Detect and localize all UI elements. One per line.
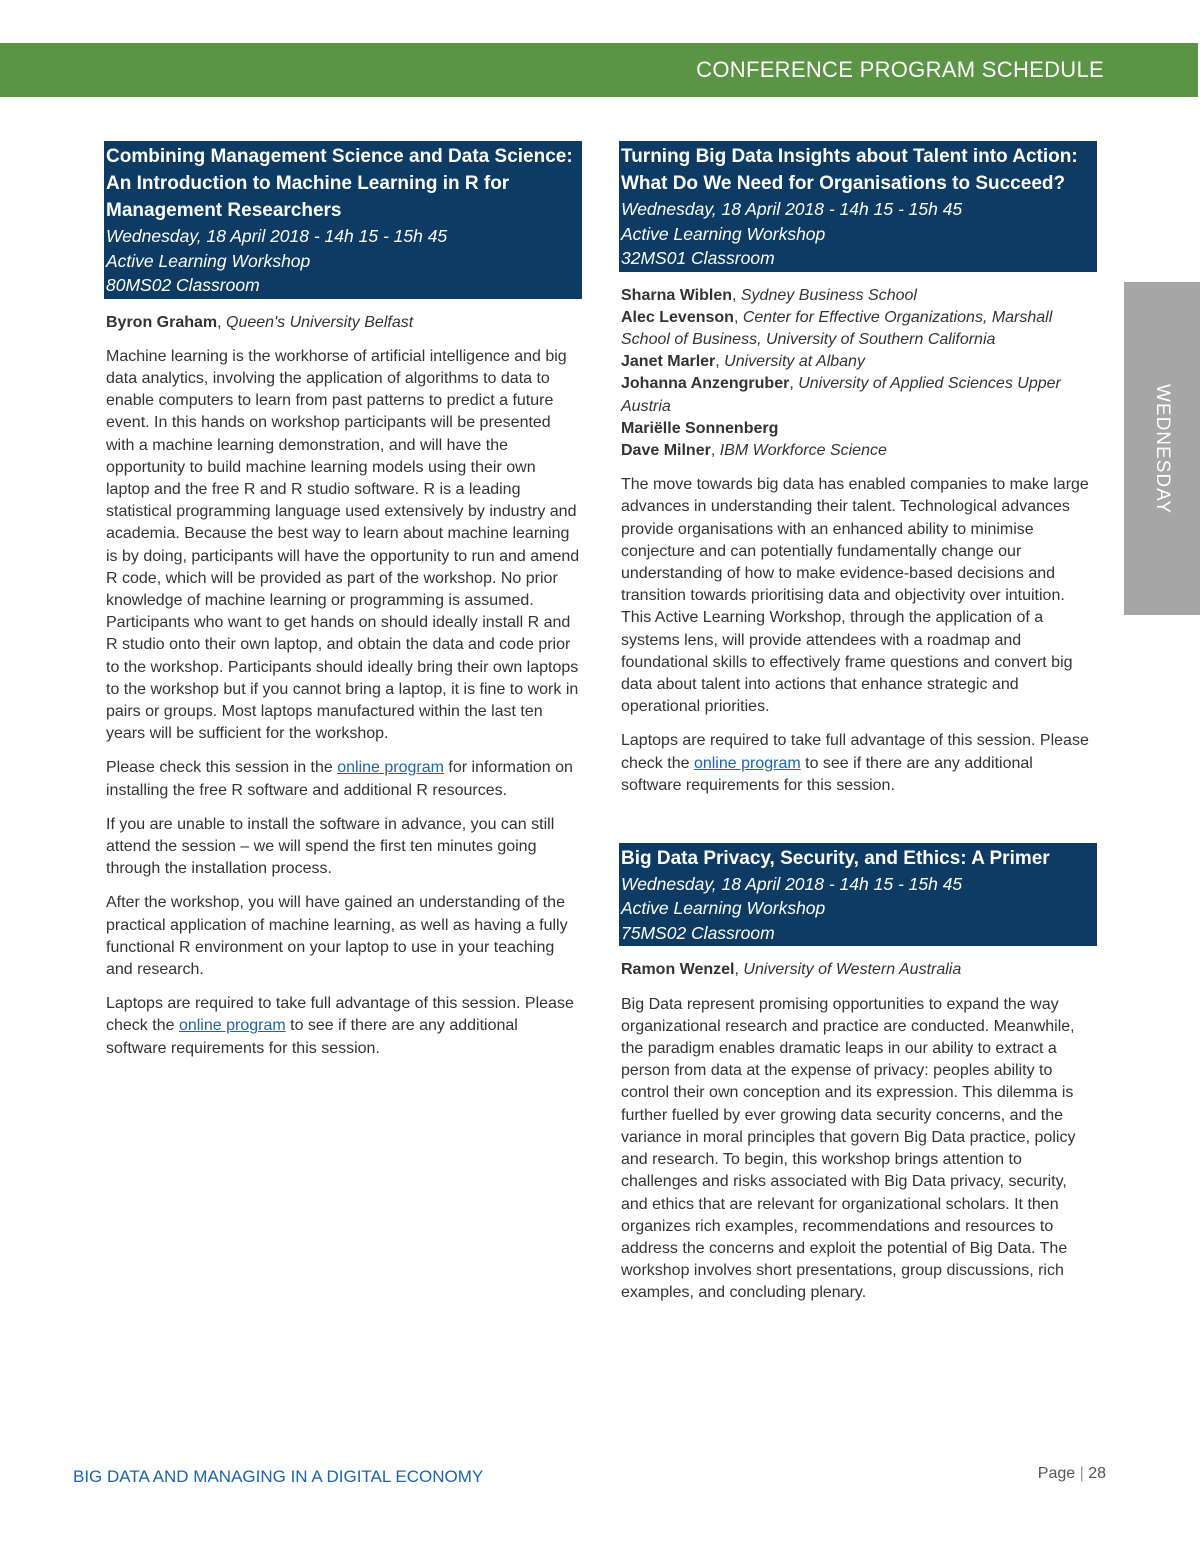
session-datetime: Wednesday, 18 April 2018 - 14h 15 - 15h 45 [106, 226, 448, 246]
speaker-entry [106, 312, 582, 334]
speaker-list [619, 285, 1097, 463]
day-side-tab-label: WEDNESDAY [1152, 383, 1173, 514]
speaker-entry [621, 959, 1097, 981]
online-program-link[interactable]: online program [178, 1017, 286, 1035]
laptop-note [104, 993, 582, 1060]
speaker-affiliation: University of Western Australia [743, 961, 962, 979]
page-separator: | [1079, 1465, 1084, 1482]
header-bar [0, 43, 1198, 97]
speaker-name: Sharna Wiblen [621, 286, 732, 304]
online-program-note [104, 757, 582, 801]
speaker-name: Byron Graham [106, 313, 218, 331]
speaker-name: Alec Levenson [621, 308, 734, 326]
session-header [104, 141, 582, 299]
session-type: Active Learning Workshop [621, 223, 826, 244]
speaker-separator: , [789, 375, 799, 393]
after-workshop-note: After the workshop, you will have gained an understanding of the practical application of machine learning, as well as having a fully functional R environment on your laptop to use in your teaching and research. [106, 894, 568, 978]
session-card-talent-insights [619, 141, 1097, 797]
note-text-before: Laptops are required to take full advantage of this session. Please check the [106, 995, 574, 1035]
page-label: Page [1037, 1465, 1076, 1482]
session-title: Combining Management Science and Data Science: An Introduction to Machine Learning in R for Management Researchers [106, 146, 573, 221]
speaker-separator: , [731, 286, 741, 304]
day-side-tab [1124, 282, 1200, 615]
speaker-name: Dave Milner [621, 441, 711, 459]
session-type: Active Learning Workshop [106, 250, 311, 271]
speaker-list [104, 312, 582, 334]
session-title: Turning Big Data Insights about Talent into Action: What Do We Need for Organisations to Succeed? [621, 146, 1078, 194]
speaker-affiliation: University of Applied Sciences Upper Austria [621, 375, 1061, 415]
speaker-entry [621, 418, 1097, 440]
laptop-note [619, 730, 1097, 797]
speaker-entry [621, 285, 1097, 307]
speaker-entry [621, 440, 1097, 462]
session-datetime: Wednesday, 18 April 2018 - 14h 15 - 15h 45 [621, 873, 963, 894]
session-card-machine-learning [104, 141, 582, 1060]
speaker-separator: , [734, 961, 744, 979]
speaker-affiliation: Center for Effective Organizations, Marshall School of Business, University of Southern California [621, 308, 1053, 348]
note-text-before: Please check this session in the [106, 759, 338, 777]
online-program-link[interactable]: online program [337, 759, 444, 777]
speaker-separator: , [715, 353, 725, 371]
session-title: Big Data Privacy, Security, and Ethics: A Primer [621, 847, 1050, 869]
speaker-affiliation: IBM Workforce Science [719, 441, 887, 459]
speaker-affiliation: University at Albany [724, 353, 865, 371]
session-room: 32MS01 Classroom [621, 248, 775, 268]
speaker-separator: , [710, 441, 720, 459]
speaker-separator: , [217, 313, 227, 331]
session-header [619, 141, 1097, 272]
session-room: 75MS02 Classroom [621, 922, 775, 943]
page-number: 28 [1088, 1465, 1106, 1482]
speaker-name: Johanna Anzengruber [621, 375, 790, 393]
session-room: 80MS02 Classroom [106, 275, 260, 295]
footer-conference-title: BIG DATA AND MANAGING IN A DIGITAL ECONOMY [73, 1467, 484, 1486]
session-abstract: The move towards big data has enabled companies to make large advances in understanding their talent. Technological advances provide organisations with an enhanced ability to minimise conjecture and can potentially fundamentally change our understanding of how to make evidence-based decisions and transition towards prioritising data and objectivity over intuition. This Active Learning Workshop, through the application of a systems lens, will provide attendees with a roadmap and foundational skills to effectively frame questions and convert big data about talent into actions that enhance strategic and operational priorities. [621, 476, 1089, 716]
session-type: Active Learning Workshop [621, 898, 826, 919]
speaker-list [619, 959, 1097, 981]
note-text-before: Laptops are required to take full advantage of this session. Please check the [621, 732, 1089, 772]
install-note: If you are unable to install the software in advance, you can still attend the session – we will spend the first ten minutes going through the installation process. [106, 815, 555, 878]
session-card-privacy-ethics [619, 843, 1097, 1305]
speaker-entry [621, 351, 1097, 373]
page-number-indicator [1038, 1465, 1106, 1483]
speaker-separator: , [733, 308, 743, 326]
speaker-affiliation: Sydney Business School [740, 286, 917, 304]
session-abstract: Machine learning is the workhorse of artificial intelligence and big data analytics, involving the application of algorithms to data to enable computers to learn from past patterns to predict a future event. In this hands on workshop participants will be presented with a machine learning demonstration, and will have the opportunity to build machine learning models using their own laptop and the free R and R studio software. R is a leading statistical programming language used extensively by industry and academia. Because the best way to learn about machine learning is by doing, participants will have the opportunity to run and amend R code, which will be provided as part of the workshop. No prior knowledge of machine learning or programming is assumed. Participants who want to get hands on should ideally install R and R studio onto their own laptop, and obtain the data and code prior to the workshop. Participants should ideally bring their own laptops to the workshop but if you cannot bring a laptop, it is fine to work in pairs or groups. Most laptops manufactured within the last ten years will be sufficient for the workshop. [106, 347, 580, 743]
speaker-affiliation: Queen's University Belfast [226, 313, 414, 331]
session-abstract: Big Data represent promising opportunities to expand the way organizational research and practice are conducted. Meanwhile, the paradigm enables dramatic leaps in our ability to extract a person from data at the expense of privacy: peoples ability to control their own conception and its expression. This dilemma is further fuelled by ever growing data security concerns, and the variance in moral principles that govern Big Data practice, policy and research. To begin, this workshop brings attention to challenges and risks associated with Big Data privacy, security, and ethics that are relevant for organizational scholars. It then organizes rich examples, recommendations and resources to address the concerns and exploit the potential of Big Data. The workshop involves short presentations, group discussions, rich examples, and concluding plenary. [621, 995, 1076, 1302]
right-column [619, 141, 1097, 1305]
session-datetime: Wednesday, 18 April 2018 - 14h 15 - 15h 45 [621, 199, 963, 219]
page-header-title: CONFERENCE PROGRAM SCHEDULE [696, 57, 1104, 82]
online-program-link[interactable]: online program [693, 754, 801, 772]
note-text-after: for information on installing the free R software and additional R resources. [106, 759, 573, 799]
note-text-after: to see if there are any additional software requirements for this session. [106, 1017, 518, 1057]
speaker-entry [621, 307, 1097, 351]
speaker-name: Mariëlle Sonnenberg [621, 419, 779, 437]
note-text-after: to see if there are any additional software requirements for this session. [621, 754, 1033, 794]
session-header [619, 843, 1097, 947]
speaker-name: Ramon Wenzel [621, 961, 735, 979]
speaker-entry [621, 373, 1097, 417]
speaker-name: Janet Marler [621, 353, 716, 371]
